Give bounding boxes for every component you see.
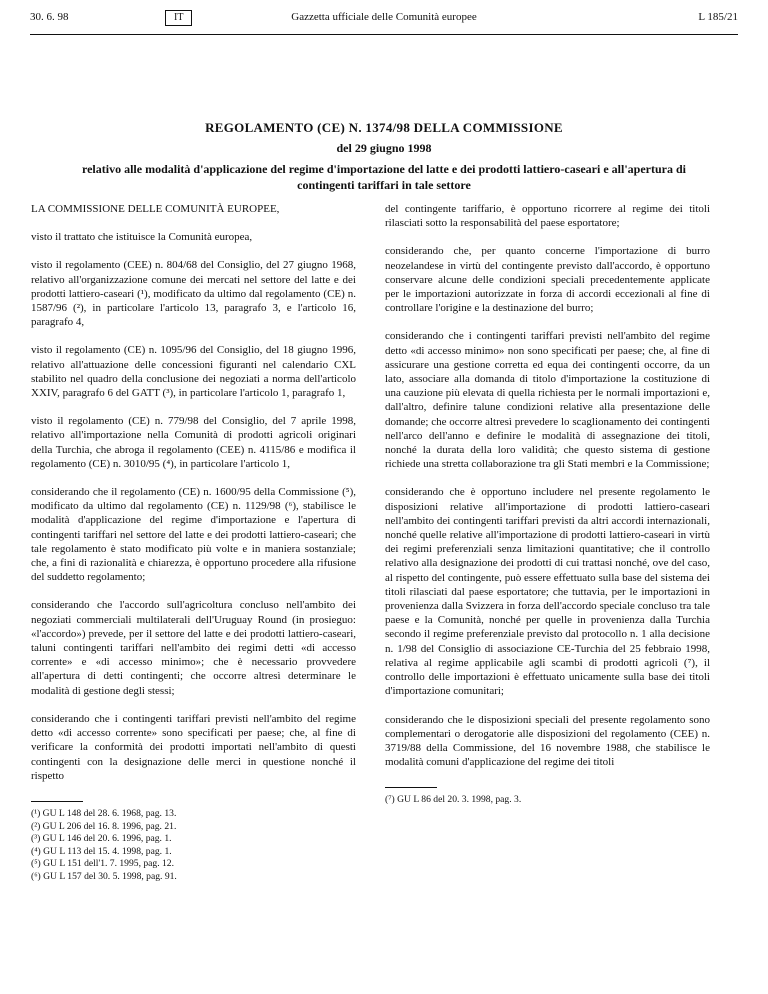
journal-title: Gazzetta ufficiale delle Comunità europee [291, 11, 477, 23]
paragraph: LA COMMISSIONE DELLE COMUNITÀ EUROPEE, [31, 203, 280, 215]
footnote: (⁷) GU L 86 del 20. 3. 1998, pag. 3. [385, 794, 522, 806]
paragraph: visto il regolamento (CE) n. 779/98 del Consiglio, del 7 aprile 1998, relativo all'importazione nella Comunità di prodotti agricoli originari della Turchia, che abroga il regolamento (CEE) n. 4115/86 e modifica il regolamento (CE) n. 3010/95 (⁴), in particolare l'articolo 1, [31, 415, 356, 470]
paragraph: considerando che i contingenti tariffari previsti nell'ambito del regime detto «di accesso corrente» sono specificati per paese; che, al fine di verificare la conformità dei prodotti importati nell'ambito di questi contingenti con la designazione delle merci in questione nonché il rispetto [31, 712, 356, 782]
paragraph: considerando che i contingenti tariffari previsti nell'ambito del regime detto «di accesso minimo» non sono specificati per paese; che, al fine di assicurare una gestione corretta ed equa dei contingenti occorre, da un lato, associare alla domanda di titolo d'importazione la costituzione di una cauzione più elevata di quella richiesta per le normali importazioni e, dall'altro, definire talune condizioni relative alla presentazione delle domande; che occorre altresì prevedere lo scaglionamento dei contingenti nell'arco dell'anno e definire le modalità di assegnazione dei titoli, nonché la durata della loro validità; che questo sistema di gestione richiede una stretta collaborazione tra gli Stati membri e la Commissione; [385, 330, 710, 471]
paragraph: considerando che il regolamento (CE) n. 1600/95 della Commissione (⁵), modificato da ultimo dal regolamento (CE) n. 1129/98 (⁶), stabilisce le modalità d'applicazione del regime d'importazione e l'apertura di contingenti tariffari nel settore del latte e dei prodotti lattiero-caseari; che tale regolamento è stato modificato più volte e in maniera sostanziale; che, a fini di razionalità e chiarezza, è opportuno procedere alla rifusione del suddetto regolamento; [31, 486, 356, 584]
paragraph: considerando che le disposizioni speciali del presente regolamento sono complementari o derogatorie alle disposizioni del regolamento (CEE) n. 3719/88 della Commissione, del 16 novembre 1988, che stabilisce le modalità comuni d'applicazione del regime dei titoli [385, 713, 710, 769]
title-subject: relativo alle modalità d'applicazione del regime d'importazione del latte e dei prodotti lattiero-caseari e all'apertura di contingenti tariffari in tale settore [81, 162, 687, 192]
footnote-separator [31, 801, 83, 802]
footnote: (⁴) GU L 113 del 15. 4. 1998, pag. 1. [31, 845, 172, 857]
paragraph: visto il trattato che istituisce la Comunità europea, [31, 231, 253, 244]
footnote: (²) GU L 206 del 16. 8. 1996, pag. 21. [31, 820, 177, 832]
title-date: del 29 giugno 1998 [336, 141, 432, 155]
document-title [60, 120, 708, 193]
paragraph: visto il regolamento (CEE) n. 804/68 del Consiglio, del 27 giugno 1968, relativo all'organizzazione comune dei mercati nel settore del latte e dei prodotti lattiero-caseari (¹), modificato da ultimo dal regolamento (CE) n. 1587/96 (²), in particolare l'articolo 13, paragrafo 3, e l'articolo 16, paragrafo 4, [31, 259, 356, 329]
header-date: 30. 6. 98 [30, 11, 69, 23]
header-rule [30, 34, 738, 35]
left-column [31, 202, 356, 883]
footnote: (⁵) GU L 151 dell'1. 7. 1995, pag. 12. [31, 858, 175, 870]
title-regulation: REGOLAMENTO (CE) N. 1374/98 DELLA COMMISSIONE [205, 120, 563, 135]
paragraph: considerando che l'accordo sull'agricoltura concluso nell'ambito dei negoziati commerciali multilaterali dell'Uruguay Round (in prosieguo: «l'accordo») prevede, per il settore del latte e dei prodotti lattiero-caseari, taluni contingenti tariffari nell'ambito dei regimi detti «di accesso corrente» e «di accesso minimo»; che è necessario provvedere all'apertura di detti contingenti; che occorre altresì determinare le modalità di gestione degli stessi; [31, 599, 356, 697]
footnotes [31, 808, 356, 884]
right-column [385, 202, 710, 807]
footnote: (¹) GU L 148 del 28. 6. 1968, pag. 13. [31, 807, 177, 819]
page-reference: L 185/21 [698, 11, 738, 23]
paragraph: considerando che, per quanto concerne l'importazione di burro neozelandese in virtù del contingente previsto dall'accordo, è opportuno conservare alcune delle condizioni speciali precedentemente applicate per le importazioni autorizzate in forza di accordi eccezionali al fine di controllare l'origine e la destinazione del burro; [385, 245, 710, 315]
paragraph: del contingente tariffario, è opportuno ricorrere al regime dei titoli rilasciati sotto la responsabilità del paese esportatore; [385, 203, 710, 230]
paragraph: visto il regolamento (CE) n. 1095/96 del Consiglio, del 18 giugno 1996, relativo all'attuazione delle concessioni figuranti nel calendario CXL stabilito nel quadro della conclusione dei negoziati a norma dell'articolo XXIV, paragrafo 6 del GATT (³), in particolare l'articolo 1, paragrafo 1, [31, 344, 356, 400]
language-box: IT [165, 10, 192, 26]
footnote: (³) GU L 146 del 20. 6. 1996, pag. 1. [31, 833, 172, 845]
footnote: (⁶) GU L 157 del 30. 5. 1998, pag. 91. [31, 870, 177, 882]
footnote-separator [385, 787, 437, 788]
footnotes [385, 794, 710, 807]
paragraph: considerando che è opportuno includere nel presente regolamento le disposizioni relative all'importazione di prodotti lattiero-caseari nell'ambito dei contingenti tariffari previsti da altri accordi internazionali, nonché quelle relative all'importazione di prodotti lattiero-caseari in virtù dei regimi preferenziali senza limitazioni quantitative; che il controllo relativo alla designazione dei prodotti di cui trattasi nonché, ove del caso, al rispetto del contingente, può essere effettuato sulla base del sistema dei titoli rilasciati dal paese esportatore; che tuttavia, per le importazioni in provenienza dalla Svizzera in forza dell'accordo speciale concluso tra tale paese e la Comunità, nonché per quelle in provenienza dalla Turchia secondo il regime preferenziale previsto dal protocollo n. 1 alla decisione n. 1/98 del Consiglio di associazione CE-Turchia del 25 febbraio 1998, relativa al regime applicabile agli scambi di prodotti agricoli (⁷), il controllo delle importazioni è effettuato unicamente sulla base dei titoli d'importazione comunitari; [385, 486, 710, 698]
page-header [30, 10, 738, 30]
